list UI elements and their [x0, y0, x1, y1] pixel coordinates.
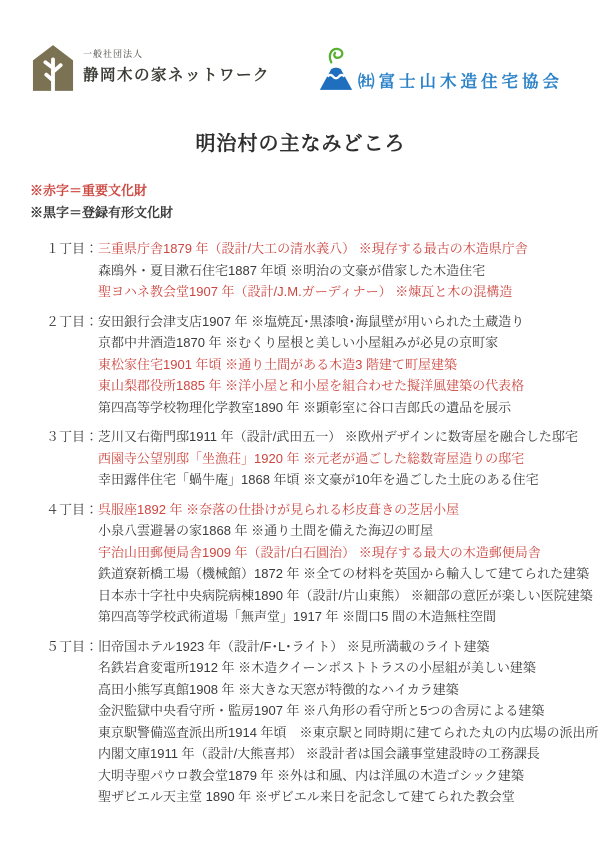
sights-sections — [46, 238, 601, 808]
sight-line: 宇治山田郵便局舎1909 年（設計/白石圓治） ※現存する最大の木造郵便局舎 — [98, 544, 541, 560]
section-chome-5 — [46, 636, 601, 808]
section-lines — [98, 311, 601, 419]
sight-line: 高田小熊写真館1908 年 ※大きな天窓が特徴的なハイカラ建築 — [98, 681, 459, 697]
section-lines — [98, 426, 601, 491]
sight-line: 幸田露伴住宅「蝸牛庵」1868 年頃 ※文豪が10年を過ごした土庇のある住宅 — [98, 472, 539, 487]
sight-line: 名鉄岩倉変電所1912 年 ※木造クイーンポストトラスの小屋組が美しい建築 — [98, 660, 536, 675]
sight-line: 旧帝国ホテル1923 年（設計/F･L･ライト） ※見所満載のライト建築 — [98, 638, 490, 654]
sight-line: 小泉八雲避暑の家1868 年 ※通り土間を備えた海辺の町屋 — [98, 523, 434, 538]
section-chome-1 — [46, 238, 601, 303]
house-tree-icon — [32, 44, 74, 97]
section-label: ２丁目： — [46, 313, 99, 329]
legend-note-red: ※赤字＝重要文化財 — [30, 183, 148, 198]
page-title: 明治村の主なみどころ — [195, 133, 406, 155]
left-logo-org-type: 一般社団法人 — [83, 49, 144, 59]
sight-line: 第四高等学校武術道場「無声堂」1917 年 ※間口5 間の木造無柱空間 — [98, 609, 497, 624]
sight-line: 第四高等学校物理化学教室1890 年 ※顕彰室に谷口吉郎氏の遺品を展示 — [98, 399, 512, 415]
section-lines — [98, 499, 601, 628]
sight-line: 東山梨郡役所1885 年 ※洋小屋と和小屋を組合わせた擬洋風建築の代表格 — [98, 378, 525, 393]
sight-line: 大明寺聖パウロ教会堂1879 年 ※外は和風、内は洋風の木造ゴシック建築 — [98, 767, 524, 783]
section-label: ４丁目： — [46, 501, 99, 517]
sight-line: 内閣文庫1911 年（設計/大熊喜邦） ※設計者は国会議事堂建設時の工務課長 — [98, 746, 540, 761]
sight-line: 三重県庁舎1879 年（設計/大工の清水義八） ※現存する最古の木造県庁舎 — [98, 241, 528, 256]
sight-line: 芝川又右衛門邸1911 年（設計/武田五一） ※欧州デザインに数寄屋を融合した邸宅 — [98, 429, 578, 444]
section-chome-2 — [46, 311, 601, 419]
sight-line: 東松家住宅1901 年頃 ※通り土間がある木造3 階建て町屋建築 — [98, 356, 458, 372]
left-logo-text — [83, 44, 270, 85]
section-label: ５丁目： — [46, 638, 99, 654]
sight-line: 呉服座1892 年 ※奈落の仕掛けが見られる杉皮葺きの芝居小屋 — [98, 501, 460, 517]
mt-fuji-sprout-icon — [317, 46, 355, 97]
sight-line: 西園寺公望別邸「坐漁荘」1920 年 ※元老が過ごした総数寄屋造りの邸宅 — [98, 450, 525, 466]
sight-line: 聖ザビエル天主堂 1890 年 ※ザビエル来日を記念して建てられた教会堂 — [98, 789, 515, 804]
section-label: ３丁目： — [46, 429, 99, 444]
color-legend — [30, 180, 601, 224]
sight-line: 東京駅警備巡査派出所1914 年頃 ※東京駅と同時期に建てられた丸の内広場の派出所 — [98, 724, 599, 740]
header — [0, 0, 601, 97]
section-lines — [98, 636, 601, 808]
fujisan-wooden-house-association-logo — [317, 44, 563, 97]
left-logo-org-name: 静岡木の家ネットワーク — [83, 67, 271, 84]
sight-line: 京都中井酒造1870 年 ※むくり屋根と美しい小屋組みが必見の京町家 — [98, 335, 499, 350]
sight-line: 聖ヨハネ教会堂1907 年（設計/J.M.ガーディナー） ※煉瓦と木の混構造 — [98, 284, 513, 299]
right-logo-org-name: ㈳富士山木造住宅協会 — [358, 73, 563, 91]
sight-line: 安田銀行会津支店1907 年 ※塩焼瓦･黒漆喰･海鼠壁が用いられた土蔵造り — [98, 313, 525, 329]
shizuoka-wood-house-network-logo — [32, 44, 270, 97]
section-label: １丁目： — [46, 241, 99, 256]
sight-line: 日本赤十字社中央病院病棟1890 年（設計/片山東熊） ※細部の意匠が楽しい医院建築 — [98, 587, 593, 603]
section-chome-4 — [46, 499, 601, 628]
sight-line: 鉄道寮新橋工場（機械館）1872 年 ※全ての材料を英国から輸入して建てられた建築 — [98, 566, 590, 581]
section-lines — [98, 238, 601, 303]
legend-note-black: ※黒字＝登録有形文化財 — [30, 205, 174, 220]
sight-line: 森鴎外・夏目漱石住宅1887 年頃 ※明治の文豪が借家した木造住宅 — [98, 262, 486, 278]
sight-line: 金沢監獄中央看守所・監房1907 年 ※八角形の看守所と5つの舎房による建築 — [98, 703, 545, 718]
section-chome-3 — [46, 426, 601, 491]
